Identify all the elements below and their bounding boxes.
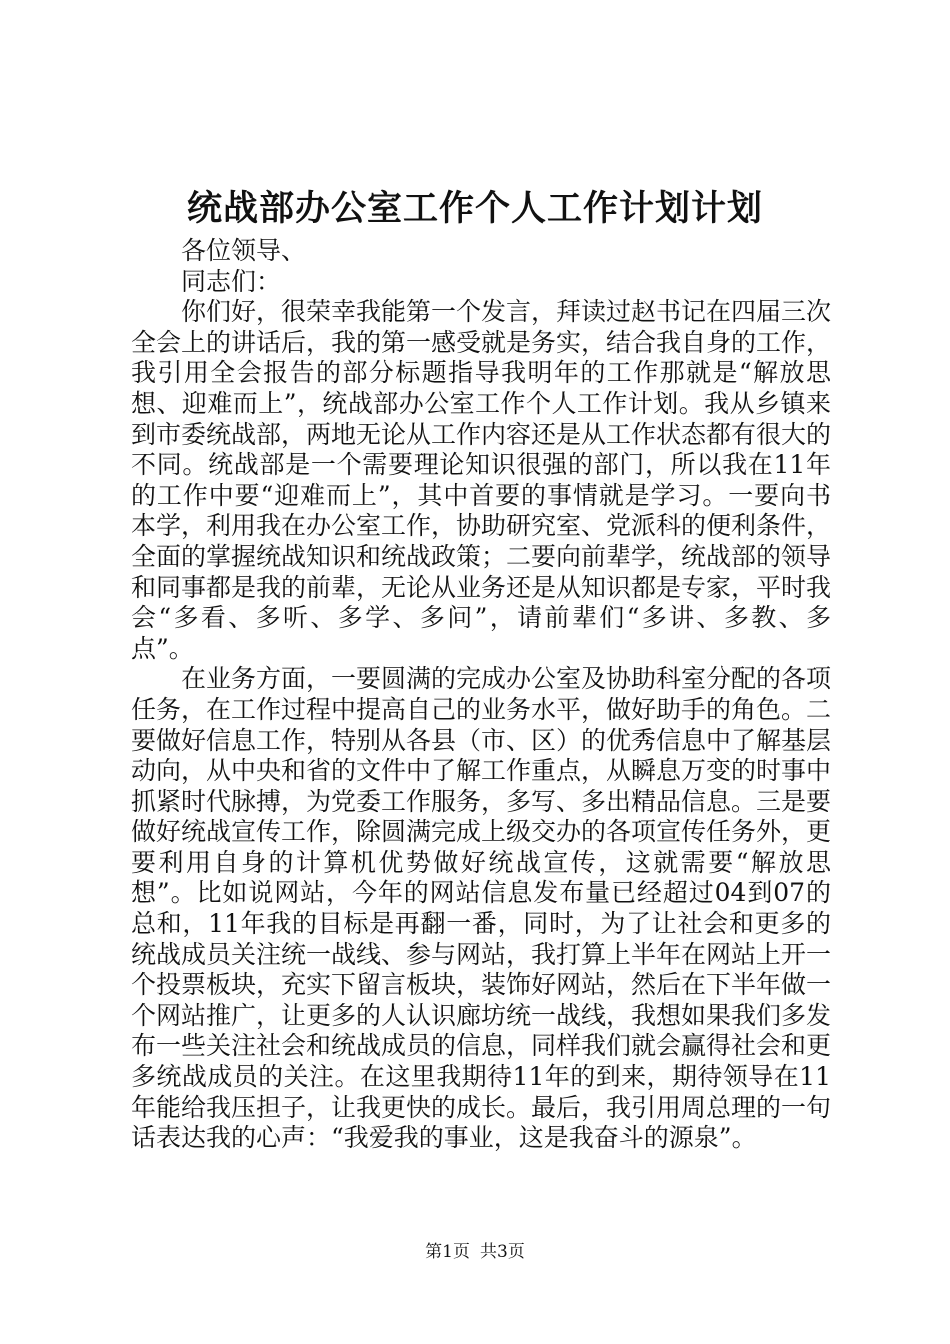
- paragraph-2: 在业务方面，一要圆满的完成办公室及协助科室分配的各项任务，在工作过程中提高自己的业务水平，做好助手的角色。二要做好信息工作，特别从各县（市、区）的优秀信息中了解基层动向，从中央和省的文件中了解工作重点，从瞬息万变的时事中抓紧时代脉搏，为党委工作服务，多写、多出精品信息。三是要做好统战宣传工作，除圆满完成上级交办的各项宣传任务外，更要利用自身的计算机优势做好统战宣传，这就需要“解放思想”。比如说网站，今年的网站信息发布量已经超过04到07的总和，11年我的目标是再翻一番，同时，为了让社会和更多的统战成员关注统一战线、参与网站，我打算上半年在网站上开一个投票板块，充实下留言板块，装饰好网站，然后在下半年做一个网站推广，让更多的人认识廊坊统一战线，我想如果我们多发布一些关注社会和统战成员的信息，同样我们就会赢得社会和更多统战成员的关注。在这里我期待11年的到来，期待领导在11年能给我压担子，让我更快的成长。最后，我引用周总理的一句话表达我的心声：“我爱我的事业，这是我奋斗的源泉”。: [131, 664, 832, 1153]
- page-footer: [0, 1241, 950, 1263]
- document-title: 统战部办公室工作个人工作计划计划: [186, 188, 763, 229]
- salutation-leaders: 各位领导、: [181, 236, 307, 265]
- paragraph-1: 你们好，很荣幸我能第一个发言，拜读过赵书记在四届三次全会上的讲话后，我的第一感受就是务实，结合我自身的工作，我引用全会报告的部分标题指导我明年的工作那就是“解放思想、迎难而上”，统战部办公室工作个人工作计划。我从乡镇来到市委统战部，两地无论从工作内容还是从工作状态都有很大的不同。统战部是一个需要理论知识很强的部门，所以我在11年的工作中要“迎难而上”，其中首要的事情就是学习。一要向书本学，利用我在办公室工作，协助研究室、党派科的便利条件，全面的掌握统战知识和统战政策；二要向前辈学，统战部的领导和同事都是我的前辈，无论从业务还是从知识都是专家，平时我会“多看、多听、多学、多问”，请前辈们“多讲、多教、多点”。: [131, 297, 832, 663]
- page-total: 共3页: [480, 1242, 525, 1262]
- document-body: [131, 236, 831, 1154]
- salutation-comrades: 同志们：: [181, 266, 282, 296]
- page-number: 第1页: [425, 1242, 470, 1262]
